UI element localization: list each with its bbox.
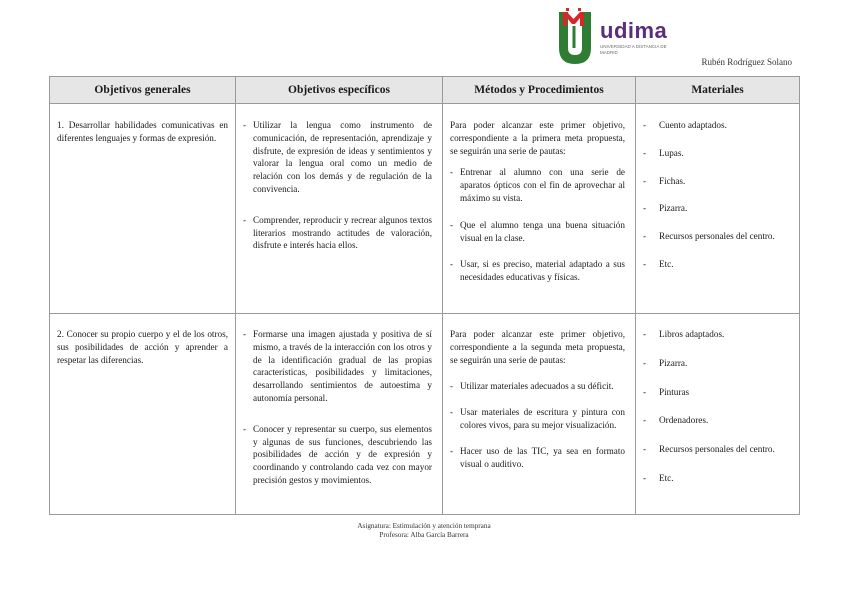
bullet-dash: - xyxy=(243,423,247,434)
methods-intro: Para poder alcanzar este primer objetivo, correspondiente a la primera meta propuesta, se seguirán una serie de pautas: xyxy=(450,120,625,156)
bullet-dash: - xyxy=(643,386,647,397)
header-materials: Materiales xyxy=(636,77,800,104)
header-specific: Objetivos específicos xyxy=(236,77,443,104)
table-row xyxy=(50,104,800,314)
bullet-dash: - xyxy=(643,329,647,339)
author-name: Rubén Rodríguez Solano xyxy=(701,57,792,67)
cell-general xyxy=(50,314,236,515)
list-item: - Utilizar materiales adecuados a su déficit. xyxy=(450,381,614,392)
list-item: - Conocer y representar su cuerpo, sus elementos y algunas de sus funciones, descubriendo las posibilidades de acción y de expresión y coordinando y controlando cada vez con mayor precisión gestos y movimientos. xyxy=(243,423,432,485)
bullet-dash: - xyxy=(450,259,454,270)
bullet-dash: - xyxy=(450,167,454,178)
udima-emblem-icon xyxy=(552,8,598,68)
bullet-dash: - xyxy=(643,147,647,158)
bullet-dash: - xyxy=(643,357,647,368)
udima-logo xyxy=(552,8,682,72)
bullet-dash: - xyxy=(450,445,454,456)
cell-methods xyxy=(443,104,636,314)
bullet-dash: - xyxy=(243,329,247,339)
list-item: - Que el alumno tenga una buena situación visual en la clase. xyxy=(450,219,625,243)
list-item: - Fichas. xyxy=(643,175,686,186)
general-objective-text: 2. Conocer su propio cuerpo y el de los otros, sus posibilidades de acción y aprender a respetar las diferencias. xyxy=(57,329,228,365)
cell-methods xyxy=(443,314,636,515)
cell-general xyxy=(50,104,236,314)
list-item: - Pinturas xyxy=(643,386,690,397)
bullet-dash: - xyxy=(243,214,247,225)
cell-materials xyxy=(636,104,800,314)
footer-subject: Asignatura: Estimulación y atención temprana xyxy=(357,522,491,530)
logo-wordmark: udima xyxy=(600,18,668,43)
list-item: - Etc. xyxy=(643,258,674,269)
list-item: - Utilizar la lengua como instrumento de comunicación, de representación, aprendizaje y disfrute, de expresión de ideas y sentimientos y valorar la lengua oral como un medio de relación con los demás y de regulación de la convivencia. xyxy=(243,120,432,194)
bullet-dash: - xyxy=(643,203,647,214)
bullet-dash: - xyxy=(643,231,647,242)
bullet-dash: - xyxy=(643,415,647,426)
list-item: - Usar materiales de escritura y pintura con colores vivos, para su mejor visualización. xyxy=(450,407,625,430)
bullet-dash: - xyxy=(450,381,454,392)
bullet-dash: - xyxy=(643,120,647,130)
bullet-dash: - xyxy=(643,472,647,483)
list-item: - Recursos personales del centro. xyxy=(643,444,775,455)
bullet-dash: - xyxy=(243,120,247,130)
page-footer xyxy=(0,522,848,540)
header-methods: Métodos y Procedimientos xyxy=(443,77,636,104)
header-general: Objetivos generales xyxy=(50,77,236,104)
list-item: - Comprender, reproducir y recrear algunos textos literarios mostrando actitudes de valoración, disfrute e interés hacia ellos. xyxy=(243,214,432,251)
cell-specific xyxy=(236,104,443,314)
objectives-table xyxy=(49,76,800,515)
list-item: - Pizarra. xyxy=(643,357,688,368)
list-item: - Entrenar al alumno con una serie de aparatos ópticos con el fin de aprovechar al máximo su vista. xyxy=(450,167,625,203)
general-objective-text: 1. Desarrollar habilidades comunicativas en diferentes lenguajes y formas de expresión. xyxy=(57,120,228,143)
logo-subtitle: UNIVERSIDAD A DISTANCIA DE MADRID xyxy=(600,44,667,55)
list-item: - Cuento adaptados. xyxy=(643,120,727,130)
cell-materials xyxy=(636,314,800,515)
table-header-row xyxy=(50,77,800,104)
footer-teacher: Profesora: Alba García Barrera xyxy=(379,531,469,539)
list-item: - Hacer uso de las TIC, ya sea en formato visual o auditivo. xyxy=(450,445,625,469)
bullet-dash: - xyxy=(643,258,647,269)
list-item: - Pizarra. xyxy=(643,203,688,214)
list-item: - Libros adaptados. xyxy=(643,329,725,339)
list-item: - Recursos personales del centro. xyxy=(643,231,775,242)
list-item: - Formarse una imagen ajustada y positiva de sí mismo, a través de la interacción con los otros y de la identificación gradual de las propias características, posibilidades y limitaciones, desarrollando sentimientos de autoestima y autonomía personal. xyxy=(243,329,432,403)
list-item: - Ordenadores. xyxy=(643,415,709,426)
list-item: - Etc. xyxy=(643,472,674,483)
cell-specific xyxy=(236,314,443,515)
methods-intro: Para poder alcanzar este primer objetivo, correspondiente a la segunda meta propuesta, se seguirán una serie de pautas: xyxy=(450,329,625,365)
bullet-dash: - xyxy=(450,407,454,418)
table-row xyxy=(50,314,800,515)
list-item: - Lupas. xyxy=(643,147,684,158)
list-item: - Usar, si es preciso, material adaptado a sus necesidades educativas y físicas. xyxy=(450,259,625,283)
bullet-dash: - xyxy=(450,219,454,230)
bullet-dash: - xyxy=(643,444,647,455)
bullet-dash: - xyxy=(643,175,647,186)
